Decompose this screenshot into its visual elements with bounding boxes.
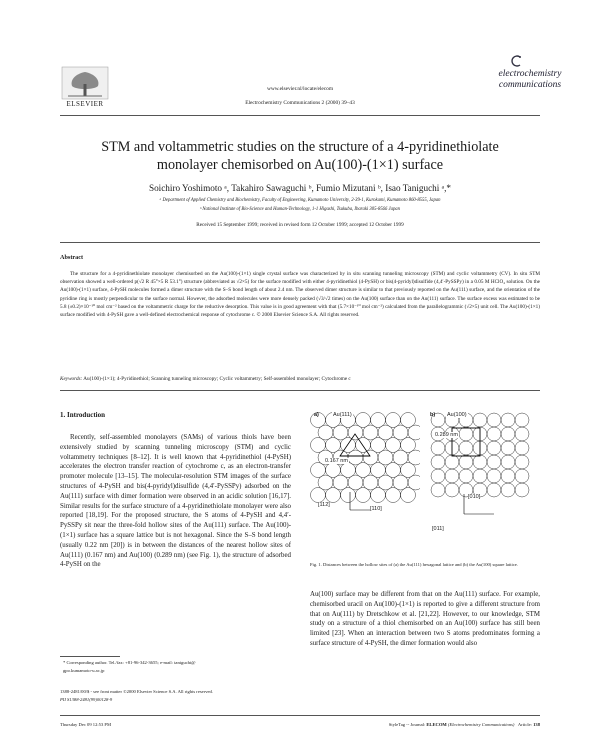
- journal-logo-line1: electrochemistry: [498, 69, 562, 79]
- figure-panel-b-dir1: [010]: [468, 494, 481, 500]
- gold-atom: [501, 413, 515, 427]
- gold-atom: [459, 441, 473, 455]
- square-lattice-diagram: [428, 410, 538, 522]
- publisher-name: ELSEVIER: [66, 100, 104, 108]
- gold-atom: [515, 469, 529, 483]
- gold-atom: [515, 441, 529, 455]
- article-title-line1: STM and voltammetric studies on the structure of a 4-pyridinethiolate: [101, 139, 499, 155]
- figure-1: [310, 410, 540, 540]
- gold-atom: [431, 469, 445, 483]
- gold-atom: [445, 483, 459, 497]
- gold-atom: [487, 427, 501, 441]
- footer-article-number: 138: [533, 722, 540, 727]
- footer-journal: ELECOM: [426, 722, 447, 727]
- footnote-rule: [60, 656, 120, 657]
- gold-atom: [487, 469, 501, 483]
- pii-line: PII S1388-2481(99)00128-9: [60, 697, 113, 702]
- gold-atom: [341, 488, 356, 503]
- footnote-line2: gpo.kumamoto-u.ac.jp: [63, 668, 105, 673]
- gold-atom: [501, 469, 515, 483]
- right-column-paragraph: Au(100) surface may be different from that on the Au(111) surface. For example, chemisorbed uracil on Au(100)-(1×1) is reported to give a different structure from that on Au(111) by Dretschkow et al. [21,22]. However, to our knowledge, STM study on a structure of a thiol chemisorbed on an Au(100) surface has still been limited [23]. When an interaction between two S atoms predominates forming a surface structure of 4-PySH, the dimer formation would also: [310, 591, 540, 647]
- article-title-line2: monolayer chemisorbed on Au(100)-(1×1) surface: [156, 157, 444, 173]
- figure-1-caption: Fig. 1. Distances between the hollow sites of (a) the Au(111) hexagonal lattice and (b) the Au(100) square lattice.: [310, 562, 518, 567]
- copyright-line: 1388-2481/00/$ - see front matter ©2000 Elsevier Science S.A. All rights reserved.: [60, 689, 214, 694]
- gold-atom: [487, 441, 501, 455]
- keywords-list: Au(100)-(1×1); 4-Pyridinethiol; Scanning tunneling microscopy; Cyclic voltammetry; Self-assembled monolayer; Cytochrome c: [82, 376, 351, 382]
- footnote-line1: * Corresponding author. Tel./fax: +81-96-342-3655; e-mail: taniguchi@: [63, 660, 196, 665]
- intro-paragraph: Recently, self-assembled monolayers (SAMs) of various thiols have been extensively studied by scanning tunneling microscopy (STM) and cyclic voltammetry techniques [8–12]. It is well known that 4-pyridinethiol (4-PySH) accelerates the electron transfer reaction of cytochrome c, as an electron-transfer promoter molecule [13–15]. The molecular-resolution STM images of the surface structures of 4-PySH and bis(4-pyridyl)disulfide (4,4′-PySSPy) adsorbed on the Au(111) surface with dimer formation were observed in an acidic solution [16,17]. Similar results for the surface structure of a 4-pyridinethiolate monolayer were also reported [18,19]. For the proposed structure, the S atoms of 4-PySH and 4,4′-PySSPy sit near the three-fold hollow sites of the Au(111) surface. The Au(100)-(1×1) surface has a square lattice but is not hexagonal. Since the S–S bond length (usually 0.22 nm [20]) is in between the distances of the nearest hollow sites of Au(111) (0.167 nm) and Au(100) (0.289 nm) (see Fig. 1), the structure of adsorbed 4-PySH on the: [60, 434, 291, 569]
- gold-atom: [487, 483, 501, 497]
- received-dates: Received 15 September 1999; received in revised form 12 October 1999; accepted 12 October 1999: [196, 222, 404, 228]
- gold-atom: [326, 488, 341, 503]
- elsevier-logo: [60, 66, 110, 100]
- gold-atom: [445, 455, 459, 469]
- footer-timestamp: Thursday Dec 09 12:53 PM: [60, 722, 112, 727]
- gold-atom: [501, 427, 515, 441]
- figure-panel-b-label: b): [430, 412, 436, 418]
- gold-atom: [445, 469, 459, 483]
- gold-atom: [356, 488, 371, 503]
- figure-panel-b-surface: Au(100): [447, 412, 467, 418]
- abstract-text: The structure for a 4-pyridinethiolate monolayer chemisorbed on the Au(100)-(1×1) single crystal surface was characterized by in situ scanning tunneling microscopy (STM) and cyclic voltammetry (CV). In situ STM observation showed a well-ordered p(√2 R 45°×5 R 53.1°) structure (abbreviated as √2×5) for the surface modified with either 4-pyridinethiol (4-PySH) or bis(4-pyridyl)disulfide (4,4′-PySSPy) in a 0.05 M HClO₄ solution. On the Au(100)-(1×1) surface, 4-PySH molecules formed a dimer structure with the S–S bond length of about 2.4 nm. The observed dimer structure is similar to that previously reported on the Au(111) surface, and the orientation of the pyridine ring is mostly perpendicular to the surface normal. However, the adsorbed molecules were more densely packed (√3/√2 times) on the Au(100) surface than on the Au(111) surface. The surface excess was estimated to be 5.8 (±0.2)×10⁻¹⁰ mol cm⁻² based on the voltammetric charge for the reductive desorption. This value is in good agreement with that (5.7×10⁻¹⁰ mol cm⁻²) calculated from the parallelogrammic (√2×5) unit cell. The Au(100)-(1×1) surface modified with 4-PySH gave a well-defined electrochemical response of cytochrome c. © 2000 Elsevier Science S.A. All rights reserved.: [60, 271, 540, 319]
- figure-panel-b-dir2: [011]: [432, 526, 444, 532]
- gold-atom: [515, 413, 529, 427]
- section-heading-intro: 1. Introduction: [60, 411, 105, 419]
- gold-atom: [431, 441, 445, 455]
- figure-panel-a-dir2: [110]: [370, 506, 382, 512]
- gold-atom: [431, 483, 445, 497]
- footer-journal-full: (Electrochemistry Communications): [446, 722, 515, 727]
- footer-article-label: Article:: [517, 722, 534, 727]
- authors: Soichiro Yoshimoto ᵃ, Takahiro Sawaguchi ᵇ, Fumio Mizutani ᵇ, Isao Taniguchi ᵃ,*: [148, 183, 452, 193]
- journal-url[interactable]: www.elsevier.nl/locate/elecom: [266, 86, 334, 92]
- gold-atom: [431, 455, 445, 469]
- affiliation-a: ᵃ Department of Applied Chemistry and Biochemistry, Faculty of Engineering, Kumamoto University, 2-39-1, Kurokami, Kumamoto 860-8555, Japan: [159, 198, 441, 203]
- gold-atom: [501, 483, 515, 497]
- gold-atom: [487, 455, 501, 469]
- gold-atom: [473, 455, 487, 469]
- gold-atom: [501, 441, 515, 455]
- affiliation-b: ᵇ National Institute of Bio-Science and Human-Technology, 1-1 Higashi, Tsukuba, Ibaraki 305-8566 Japan: [200, 207, 400, 212]
- gold-atom: [459, 455, 473, 469]
- gold-atom: [386, 488, 401, 503]
- gold-atom: [371, 488, 386, 503]
- keywords-line: [60, 375, 540, 383]
- gold-atom: [515, 455, 529, 469]
- gold-atom: [473, 413, 487, 427]
- gold-atom: [311, 488, 326, 503]
- gold-atom: [459, 427, 473, 441]
- figure-panel-a-label: a): [314, 412, 319, 418]
- abstract-heading: Abstract: [60, 254, 84, 261]
- footer-styletag: [330, 722, 540, 728]
- journal-logo-icon: [510, 54, 524, 68]
- figure-panel-a-distance: 0.167 nm: [325, 458, 348, 464]
- footer-prefix: StyleTag -- Journal:: [388, 722, 427, 727]
- journal-logo-line2: communications: [498, 80, 562, 90]
- gold-atom: [515, 427, 529, 441]
- gold-atom: [501, 455, 515, 469]
- gold-atom: [515, 483, 529, 497]
- figure-panel-a-surface: Au(111): [333, 412, 352, 418]
- gold-atom: [473, 469, 487, 483]
- keywords-label: Keywords:: [60, 376, 83, 382]
- gold-atom: [401, 488, 416, 503]
- figure-panel-b-distance: 0.289 nm: [435, 432, 458, 438]
- gold-atom: [459, 469, 473, 483]
- journal-reference: Electrochemistry Communications 2 (2000) 39–43: [245, 100, 355, 106]
- gold-atom: [487, 413, 501, 427]
- figure-panel-a-dir1: [112]: [318, 502, 330, 508]
